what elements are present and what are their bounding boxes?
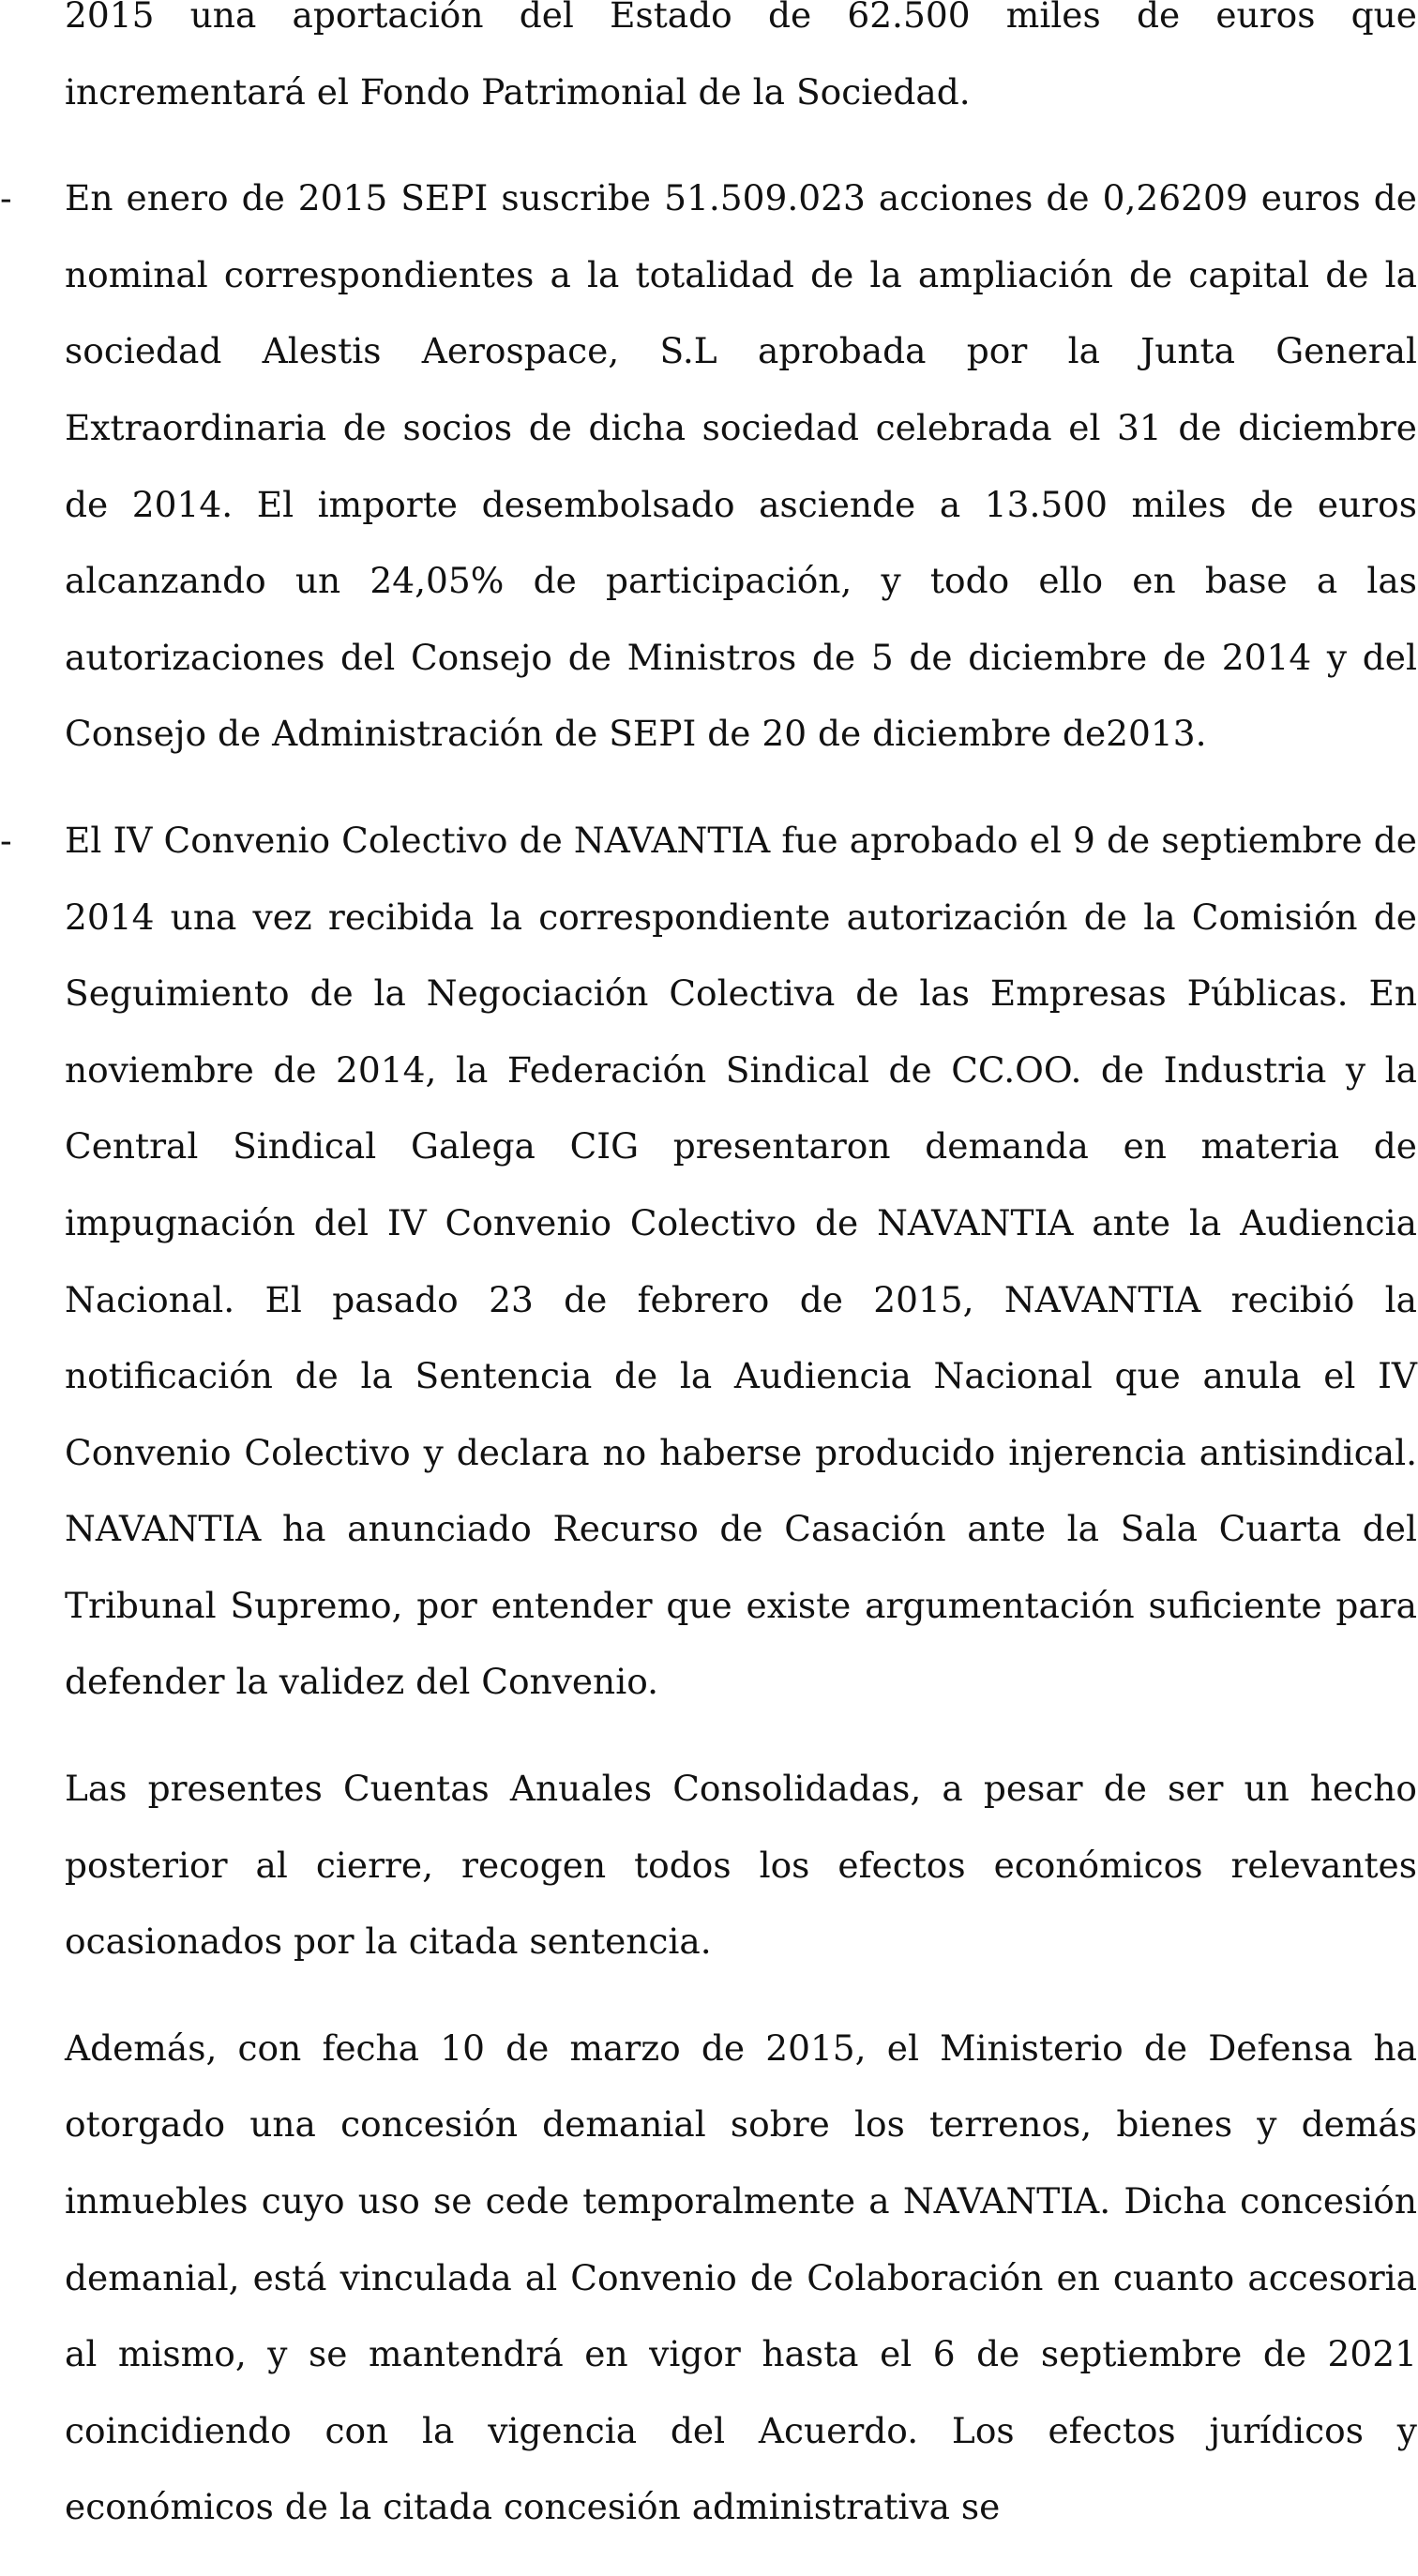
paragraph-cuentas-anuales bbox=[65, 1751, 1417, 1981]
paragraph-text: 2015 una aportación del Estado de 62.500 miles de euros que incrementará el Fondo Patrimonial de la Sociedad. bbox=[65, 0, 1417, 113]
bullet-item-convenio-navantia bbox=[0, 803, 1417, 1721]
bullet-dash: - bbox=[0, 819, 12, 861]
paragraph-concesion-demanial bbox=[65, 2011, 1417, 2546]
paragraph-text: El IV Convenio Colectivo de NAVANTIA fue aprobado el 9 de septiembre de 2014 una vez recibida la correspondiente autorización de la Comisión de Seguimiento de la Negociación Colectiva de las Empresas Públicas. En noviembre de 2014, la Federación Sindical de CC.OO. de Industria y la Central Sindical Galega CIG presentaron demanda en materia de impugnación del IV Convenio Colectivo de NAVANTIA ante la Audiencia Nacional. El pasado 23 de febrero de 2015, NAVANTIA recibió la notificación de la Sentencia de la Audiencia Nacional que anula el IV Convenio Colectivo y declara no haberse producido injerencia antisindical. NAVANTIA ha anunciado Recurso de Casación ante la Sala Cuarta del Tribunal Supremo, por entender que existe argumentación suficiente para defender la validez del Convenio. bbox=[65, 819, 1417, 1703]
paragraph-text: En enero de 2015 SEPI suscribe 51.509.023 acciones de 0,26209 euros de nominal correspondientes a la totalidad de la ampliación de capital de la sociedad Alestis Aerospace, S.L aprobada por la Junta General Extraordinaria de socios de dicha sociedad celebrada el 31 de diciembre de 2014. El importe desembolsado asciende a 13.500 miles de euros alcanzando un 24,05% de participación, y todo ello en base a las autorizaciones del Consejo de Ministros de 5 de diciembre de 2014 y del Consejo de Administración de SEPI de 20 de diciembre de2013. bbox=[65, 177, 1417, 755]
paragraph-text: Además, con fecha 10 de marzo de 2015, el Ministerio de Defensa ha otorgado una concesión demanial sobre los terrenos, bienes y demás inmuebles cuyo uso se cede temporalmente a NAVANTIA. Dicha concesión demanial, está vinculada al Convenio de Colaboración en cuanto accesoria al mismo, y se mantendrá en vigor hasta el 6 de septiembre de 2021 coincidiendo con la vigencia del Acuerdo. Los efectos jurídicos y económicos de la citada concesión administrativa se bbox=[65, 2026, 1417, 2528]
paragraph-text: Las presentes Cuentas Anuales Consolidadas, a pesar de ser un hecho posterior al cierre, recogen todos los efectos económicos relevantes ocasionados por la citada sentencia. bbox=[65, 1768, 1417, 1963]
paragraph-fondo-patrimonial bbox=[65, 0, 1417, 130]
bullet-dash: - bbox=[0, 177, 12, 219]
bullet-item-sepi-alestis bbox=[0, 160, 1417, 773]
